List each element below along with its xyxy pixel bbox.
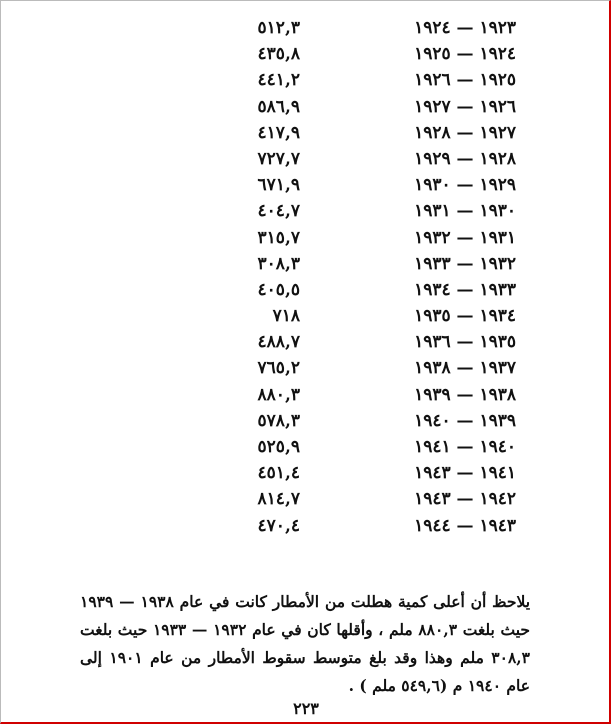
value-cell: ٨٨٠,٣ [257, 384, 300, 405]
table-row [0, 18, 612, 44]
value-cell: ٨١٤,٧ [257, 489, 300, 510]
table-row [0, 175, 612, 201]
period-cell: ١٩٢٤ — ١٩٢٥ [414, 44, 516, 65]
table-row [0, 201, 612, 227]
value-cell: ٤٨٨,٧ [257, 332, 300, 353]
table-row [0, 516, 612, 542]
period-cell: ١٩٢٨ — ١٩٢٩ [414, 148, 516, 169]
period-cell: ١٩٣٤ — ١٩٣٥ [414, 306, 516, 327]
table-row [0, 70, 612, 96]
period-cell: ١٩٤١ — ١٩٤٣ [414, 463, 516, 484]
period-cell: ١٩٣٣ — ١٩٣٤ [414, 279, 516, 300]
period-cell: ١٩٢٩ — ١٩٣٠ [414, 175, 516, 196]
value-cell: ٤١٧,٩ [257, 122, 300, 143]
period-cell: ١٩٣٥ — ١٩٣٦ [414, 332, 516, 353]
value-cell: ٥٧٨,٣ [257, 410, 300, 431]
table-row [0, 97, 612, 123]
table-row [0, 358, 612, 384]
period-cell: ١٩٤٠ — ١٩٤١ [414, 437, 516, 457]
table-row [0, 306, 612, 332]
period-cell: ١٩٢٣ — ١٩٢٤ [414, 18, 516, 38]
table-row [0, 149, 612, 175]
period-cell: ١٩٣٠ — ١٩٣١ [414, 201, 516, 222]
table-row [0, 463, 612, 489]
value-cell: ٥٢٥,٩ [257, 437, 300, 457]
value-cell: ٣١٥,٧ [257, 227, 300, 248]
period-cell: ١٩٤٣ — ١٩٤٤ [414, 515, 516, 536]
table-row [0, 385, 612, 411]
value-cell: ٥١٢,٣ [257, 18, 300, 38]
period-cell: ١٩٣٧ — ١٩٣٨ [414, 358, 516, 379]
rainfall-table [0, 18, 612, 542]
period-cell: ١٩٢٧ — ١٩٢٨ [414, 122, 516, 143]
value-cell: ٧٦٥,٢ [257, 358, 300, 379]
period-cell: ١٩٤٢ — ١٩٤٣ [414, 489, 516, 510]
value-cell: ٤٥١,٤ [257, 463, 300, 484]
period-cell: ١٩٢٥ — ١٩٢٦ [414, 70, 516, 91]
value-cell: ٣٠٨,٣ [257, 253, 300, 274]
period-cell: ١٩٢٦ — ١٩٢٧ [414, 96, 516, 117]
value-cell: ٥٨٦,٩ [257, 96, 300, 117]
period-cell: ١٩٣٢ — ١٩٣٣ [414, 253, 516, 274]
value-cell: ٤٤١,٢ [257, 70, 300, 91]
table-row [0, 411, 612, 437]
table-row [0, 332, 612, 358]
table-row [0, 123, 612, 149]
period-cell: ١٩٣١ — ١٩٣٢ [414, 227, 516, 248]
table-row [0, 280, 612, 306]
period-cell: ١٩٣٩ — ١٩٤٠ [414, 410, 516, 431]
value-cell: ٤٧٠,٤ [257, 515, 300, 536]
table-row [0, 254, 612, 280]
value-cell: ٤٠٤,٧ [257, 201, 300, 222]
value-cell: ٤٣٥,٨ [257, 44, 300, 65]
note-paragraph: يلاحظ أن أعلى كمية هطلت من الأمطار كانت في عام ١٩٣٨ — ١٩٣٩ حيث بلغت ٨٨٠,٣ ملم ، وأقلها كان في عام ١٩٣٢ — ١٩٣٣ حيث بلغت ٣٠٨,٣ ملم وهذا وقد بلغ متوسط سقوط الأمطار من عام ١٩٠١ إلى عام ١٩٤٠ م (٥٤٩,٦ ملم ) . [80, 591, 531, 695]
period-cell: ١٩٣٨ — ١٩٣٩ [414, 384, 516, 405]
value-cell: ٧١٨ [272, 306, 300, 327]
value-cell: ٤٠٥,٥ [257, 279, 300, 300]
page-number: ٢٢٣ [293, 699, 319, 718]
table-row [0, 44, 612, 70]
value-cell: ٧٢٧,٧ [257, 148, 300, 169]
table-row [0, 437, 612, 463]
value-cell: ٦٧١,٩ [257, 175, 300, 196]
table-row [0, 489, 612, 515]
table-row [0, 228, 612, 254]
